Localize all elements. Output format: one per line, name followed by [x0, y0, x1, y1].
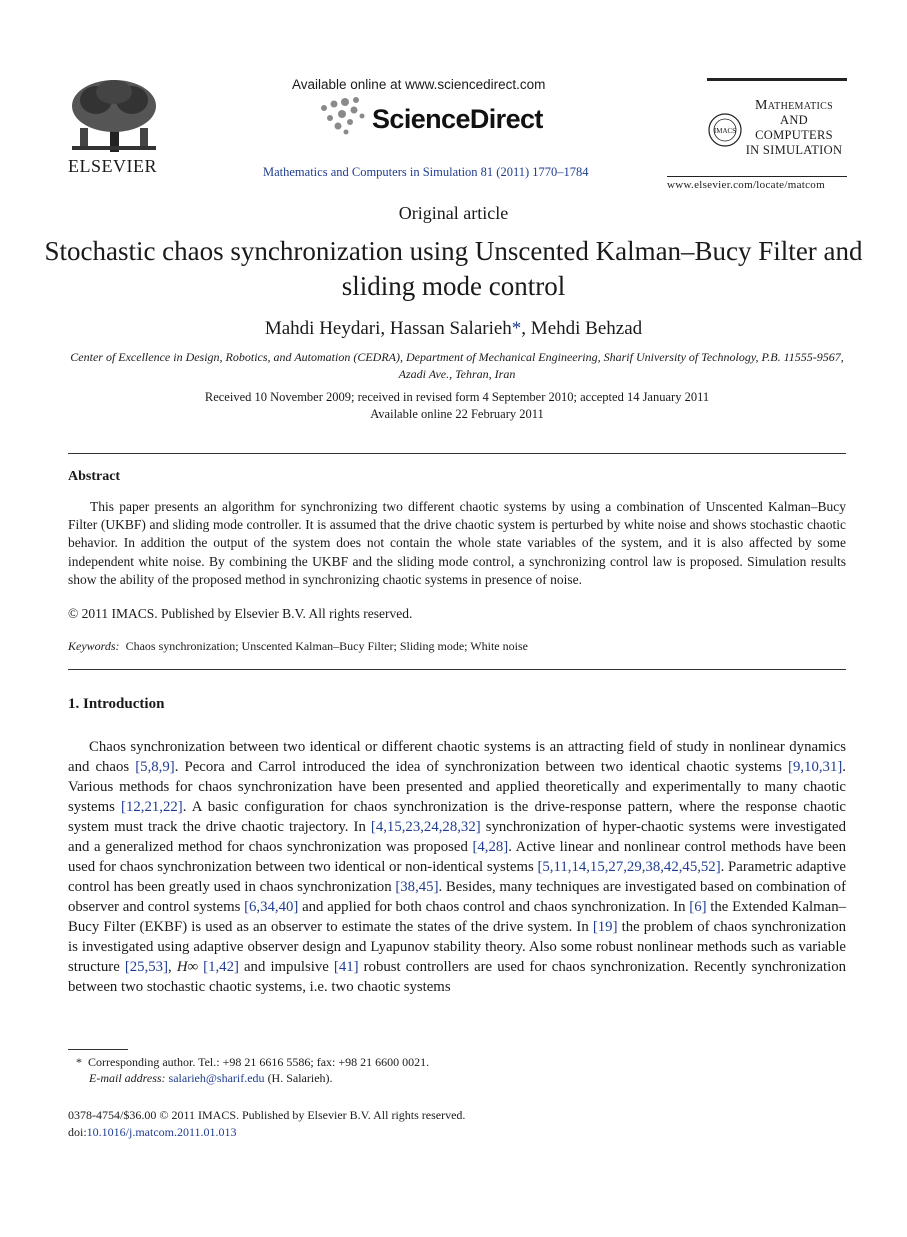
doi-label: doi:	[68, 1125, 87, 1139]
journal-top-rule	[707, 78, 847, 81]
citation-link[interactable]: [25,53]	[124, 959, 169, 975]
intro-text: . Besides, many techniques are investigated based on combination of observer and control systems	[68, 879, 847, 915]
email-label: E-mail address:	[89, 1071, 166, 1085]
journal-title-line-1: Mathematics	[755, 98, 833, 113]
email-link[interactable]: salarieh@sharif.edu	[168, 1071, 265, 1085]
footnote-mark: *	[76, 1055, 82, 1069]
intro-text: . Pecora and Carrol introduced the idea of synchronization between two identical chaotic systems	[174, 759, 789, 775]
journal-reference-link[interactable]: Mathematics and Computers in Simulation 81 (2011) 1770–1784	[263, 165, 589, 179]
author-list	[0, 318, 907, 340]
available-online-date: Available online 22 February 2011	[370, 407, 544, 421]
email-suffix: (H. Salarieh).	[267, 1071, 333, 1085]
citation-link[interactable]: [5,11,14,15,27,29,38,42,45,52]	[537, 859, 721, 875]
doi-link[interactable]: 10.1016/j.matcom.2011.01.013	[86, 1125, 237, 1139]
citation-link[interactable]: [1,42]	[203, 959, 239, 975]
intro-text: Chaos synchronization between two identical or different chaotic systems is an attracting field of study in nonlinear dynamics and chaos	[68, 739, 846, 775]
affiliation: Center of Excellence in Design, Robotics, and Automation (CEDRA), Department of Mechanical Engineering, Sharif University of Technology, P.B. 11555-9567, Azadi Ave., Tehran, Iran	[70, 350, 844, 381]
footnote-email	[89, 1071, 333, 1086]
abstract-top-rule	[68, 453, 846, 454]
journal-title-line-2: AND	[780, 113, 808, 127]
article-dates	[68, 389, 846, 423]
doi-line	[68, 1125, 237, 1140]
intro-text: the Extended Kalman–Bucy Filter (EKBF) is used as an observer to estimate the states of the drive system. In	[68, 899, 846, 935]
footnote-corresponding	[76, 1055, 429, 1070]
footnote-text: Corresponding author. Tel.: +98 21 6616 5586; fax: +98 21 6600 0021.	[88, 1055, 430, 1069]
intro-text: . A basic configuration for chaos synchronization is the drive-response pattern, where the response chaotic system must track the drive chaotic trajectory. In	[68, 799, 847, 835]
intro-text: robust controllers are used for chaos synchronization. Recently synchronization between two stochastic chaotic systems, i.e. two chaotic systems	[68, 959, 847, 995]
h-infinity-symbol: H∞	[176, 959, 199, 975]
article-type: Original article	[398, 203, 509, 223]
section-heading-introduction: 1. Introduction	[68, 696, 165, 712]
journal-bottom-rule	[667, 176, 847, 177]
citation-link[interactable]: [6,34,40]	[244, 899, 299, 915]
keywords-label: Keywords:	[68, 639, 120, 653]
authors-part-1: Mahdi Heydari, Hassan Salarieh	[264, 318, 512, 339]
introduction-paragraph	[68, 737, 846, 997]
abstract-heading: Abstract	[68, 469, 121, 484]
keywords	[68, 639, 528, 654]
publisher-name: ELSEVIER	[68, 156, 157, 176]
abstract-copyright: © 2011 IMACS. Published by Elsevier B.V. All rights reserved.	[68, 606, 413, 621]
citation-link[interactable]: [9,10,31]	[788, 759, 843, 775]
imacs-seal-label: IMACS	[713, 127, 737, 135]
intro-text: synchronization of hyper-chaotic systems were investigated and a generalized method for chaos synchronization was proposed	[68, 819, 847, 855]
corresponding-author-link[interactable]: *	[511, 318, 522, 339]
intro-text: ,	[168, 959, 177, 975]
intro-text: . Various methods for chaos synchronization have been presented and applied theoretically and experimentally to many chaotic systems	[68, 759, 846, 815]
keywords-list: Chaos synchronization; Unscented Kalman–Bucy Filter; Sliding mode; White noise	[125, 639, 528, 653]
citation-link[interactable]: [38,45]	[395, 879, 439, 895]
sciencedirect-wordmark[interactable]: ScienceDirect	[372, 104, 543, 134]
citation-link[interactable]: [5,8,9]	[135, 759, 175, 775]
intro-text: and applied for both chaos control and chaos synchronization. In	[298, 899, 690, 915]
journal-title-line-3: COMPUTERS	[755, 128, 833, 142]
citation-link[interactable]: [6]	[689, 899, 707, 915]
intro-text: . Active linear and nonlinear control methods have been used for chaos synchronization between two identical or non-identical systems	[68, 839, 846, 875]
received-dates: Received 10 November 2009; received in revised form 4 September 2010; accepted 14 January 2011	[204, 390, 710, 404]
intro-text: the problem of chaos synchronization is investigated using adaptive observer design and Lyapunov stability theory. Also some robust nonlinear methods such as variable structure	[68, 919, 846, 975]
citation-link[interactable]: [41]	[333, 959, 359, 975]
citation-link[interactable]: [19]	[592, 919, 618, 935]
abstract-bottom-rule	[68, 669, 846, 670]
citation-link[interactable]: [4,28]	[472, 839, 509, 855]
citation-link[interactable]: [4,15,23,24,28,32]	[370, 819, 481, 835]
authors-part-2: , Mehdi Behzad	[521, 318, 643, 339]
journal-title-block	[742, 98, 846, 158]
imacs-seal-icon	[707, 112, 743, 148]
footnote-rule	[68, 1049, 128, 1050]
citation-link[interactable]: [12,21,22]	[121, 799, 183, 815]
available-online-text: Available online at www.sciencedirect.com	[292, 77, 546, 92]
issn-line: 0378-4754/$36.00 © 2011 IMACS. Published by Elsevier B.V. All rights reserved.	[68, 1108, 466, 1122]
intro-text: and impulsive	[238, 959, 334, 975]
abstract-text: This paper presents an algorithm for synchronizing two different chaotic systems by using a combination of Unscented Kalman–Bucy Filter (UKBF) and sliding mode controller. It is assumed that the drive chaotic system is perturbed by white noise and shows stochastic chaotic behavior. In addition the output of the system does not contain the whole state variables of the system, and it is also affected by some independent white noise. By combining the UKBF and the sliding mode control, a synchronizing control law is proposed. Simulation results show the ability of the proposed method in synchronizing chaotic systems in presence of noise.	[68, 499, 846, 587]
article-title: Stochastic chaos synchronization using Unscented Kalman–Bucy Filter and sliding mode control	[44, 236, 863, 301]
intro-text: . Parametric adaptive control has been greatly used in chaos synchronization	[68, 859, 846, 895]
journal-title-line-4: IN SIMULATION	[745, 143, 843, 157]
journal-url[interactable]: www.elsevier.com/locate/matcom	[667, 179, 825, 191]
